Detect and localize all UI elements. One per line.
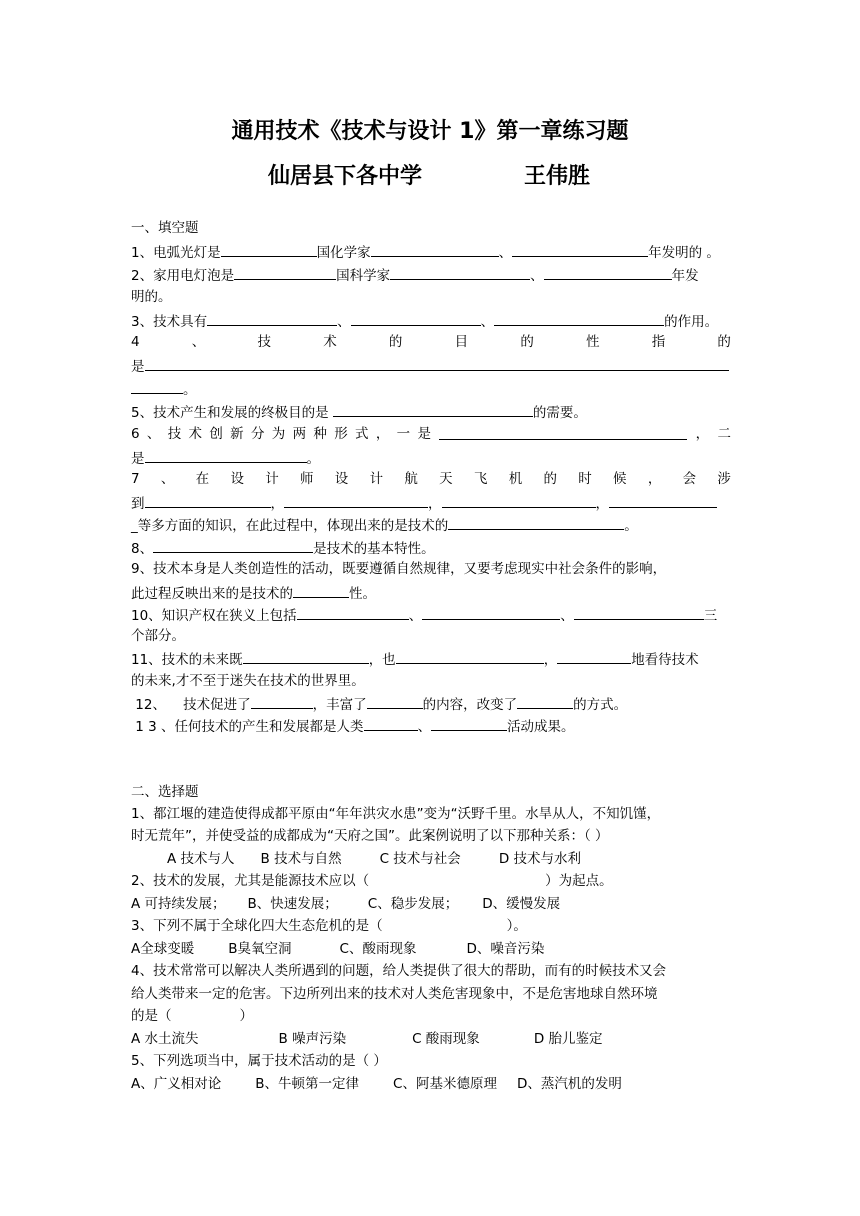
- blank[interactable]: [609, 494, 717, 508]
- blank[interactable]: [153, 539, 313, 553]
- mc-options-1: [167, 851, 767, 867]
- question-7: 7 、 在 设 计 师 设 计 航 天 飞 机 的 时 候 ， 会 涉: [131, 471, 731, 487]
- question-10: 10、知识产权在狭义上包括 、 、 三: [131, 608, 718, 624]
- option-b[interactable]: B、牛顿第一定律: [255, 1076, 360, 1092]
- blank[interactable]: [251, 695, 313, 709]
- blank[interactable]: [284, 494, 428, 508]
- blank[interactable]: [439, 426, 687, 440]
- question-2: 2、家用电灯泡是 国科学家 、 年发: [131, 268, 699, 284]
- blank[interactable]: [293, 584, 349, 598]
- blank[interactable]: [234, 266, 336, 280]
- blank[interactable]: [512, 243, 648, 257]
- option-d[interactable]: D 技术与水利: [498, 851, 581, 867]
- blank[interactable]: [557, 650, 631, 664]
- blank[interactable]: [351, 312, 481, 326]
- blank[interactable]: [333, 403, 533, 417]
- mc-question-1: 1、都江堰的建造使得成都平原由“年年洪灾水患”变为“沃野千里。水旱从人，不知饥馑，: [131, 806, 661, 822]
- question-13: 1 3 、任何技术的产生和发展都是人类 、 活动成果。: [131, 719, 575, 735]
- blank[interactable]: [448, 516, 624, 530]
- question-7-cont2: _等多方面的知识，在此过程中，体现出来的是技术的 。: [131, 518, 638, 534]
- blank[interactable]: [396, 650, 544, 664]
- blank[interactable]: [364, 717, 418, 731]
- question-10-cont: 个部分。: [131, 628, 185, 644]
- question-4: 4 、 技 术 的 目 的 性 指 的: [131, 334, 731, 350]
- option-c[interactable]: C 技术与社会: [379, 851, 461, 867]
- blank[interactable]: [422, 606, 560, 620]
- question-11: 11、技术的未来既 ，也 ， 地看待技术: [131, 652, 699, 668]
- mc-question-4: 4、技术常常可以解决人类所遇到的问题，给人类提供了很大的帮助，而有的时候技术又会: [131, 963, 667, 979]
- blank[interactable]: [243, 650, 369, 664]
- mc-options-2: [131, 896, 731, 912]
- mc-question-4-cont: 给人类带来一定的危害。下边所列出来的技术对人类危害现象中，不是危害地球自然环境: [131, 986, 658, 1002]
- question-11-cont: 的未来,才不至于迷失在技术的世界里。: [131, 673, 365, 689]
- document-title: 通用技术《技术与设计 1》第一章练习题: [231, 119, 629, 144]
- mc-question-2: 2、技术的发展，尤其是能源技术应以（ ）为起点。: [131, 873, 613, 889]
- question-3: 3、技术具有 、 、 的作用。: [131, 314, 719, 330]
- option-b[interactable]: B、快速发展；: [247, 896, 338, 912]
- option-c[interactable]: C、酸雨现象: [339, 941, 417, 957]
- option-d[interactable]: D、蒸汽机的发明: [516, 1076, 622, 1092]
- option-c[interactable]: C 酸雨现象: [412, 1031, 480, 1047]
- option-b[interactable]: B臭氧空洞: [228, 941, 292, 957]
- mc-question-1-cont: 时无荒年”，并使受益的成都成为“天府之国”。此案例说明了以下那种关系：（ ）: [131, 828, 609, 844]
- blank[interactable]: [544, 266, 672, 280]
- question-12: 12、 技术促进了 ，丰富了 的内容，改变了 的方式。: [131, 697, 628, 713]
- blank[interactable]: [145, 357, 729, 371]
- option-d[interactable]: D、噪音污染: [466, 941, 545, 957]
- option-a[interactable]: A全球变暖: [131, 941, 195, 957]
- author-name: 王伟胜: [524, 164, 591, 189]
- section1-heading: 一、填空题: [131, 220, 199, 236]
- mc-question-4-cont2: 的是（ ）: [131, 1008, 253, 1024]
- option-a[interactable]: A、广义相对论: [131, 1076, 222, 1092]
- blank[interactable]: [574, 606, 704, 620]
- blank[interactable]: [494, 312, 664, 326]
- school-name: 仙居县下各中学: [268, 164, 423, 189]
- blank[interactable]: [297, 606, 409, 620]
- blank[interactable]: [131, 380, 183, 394]
- option-c[interactable]: C、阿基米德原理: [393, 1076, 497, 1092]
- blank[interactable]: [390, 266, 530, 280]
- blank[interactable]: [371, 243, 499, 257]
- mc-question-3: 3、下列不属于全球化四大生态危机的是（ ）。: [131, 918, 527, 934]
- question-5: 5、技术产生和发展的终极目的是 的需要。: [131, 405, 587, 421]
- blank[interactable]: [517, 695, 573, 709]
- question-2-cont: 明的。: [131, 289, 172, 305]
- blank[interactable]: [431, 717, 507, 731]
- blank[interactable]: [145, 494, 271, 508]
- option-c[interactable]: C、稳步发展；: [367, 896, 459, 912]
- option-b[interactable]: B 噪声污染: [278, 1031, 347, 1047]
- question-8: 8、 是技术的基本特性。: [131, 541, 435, 557]
- question-4-cont: 是: [131, 357, 731, 375]
- question-4-cont2: 。: [131, 380, 731, 398]
- option-d[interactable]: D、缓慢发展: [482, 896, 561, 912]
- mc-options-4: [131, 1031, 731, 1047]
- blank[interactable]: [442, 494, 596, 508]
- section2-heading: 二、选择题: [131, 784, 199, 800]
- question-9: 9、技术本身是人类创造性的活动，既要遵循自然规律，又要考虑现实中社会条件的影响，: [131, 561, 667, 577]
- option-b[interactable]: B 技术与自然: [260, 851, 342, 867]
- question-6: 6 、 技 术 创 新 分 为 两 种 形 式 ， 一 是 ， 二: [131, 426, 731, 442]
- question-7-cont: 到 ， ， ，: [131, 494, 731, 512]
- option-d[interactable]: D 胎儿鉴定: [533, 1031, 603, 1047]
- option-a[interactable]: A 技术与人: [167, 851, 235, 867]
- mc-options-5: [131, 1076, 731, 1092]
- option-a[interactable]: A 水土流失: [131, 1031, 199, 1047]
- mc-question-5: 5、下列选项当中，属于技术活动的是（ ）: [131, 1053, 387, 1069]
- blank[interactable]: [207, 312, 337, 326]
- option-a[interactable]: A 可持续发展；: [131, 896, 226, 912]
- blank[interactable]: [221, 243, 317, 257]
- question-6-cont: 是 。: [131, 451, 320, 467]
- mc-options-3: [131, 941, 731, 957]
- blank[interactable]: [367, 695, 423, 709]
- question-9-cont: 此过程反映出来的是技术的 性。: [131, 586, 376, 602]
- question-1: 1、电弧光灯是 国化学家 、 年发明的 。: [131, 245, 720, 261]
- blank[interactable]: [145, 449, 307, 463]
